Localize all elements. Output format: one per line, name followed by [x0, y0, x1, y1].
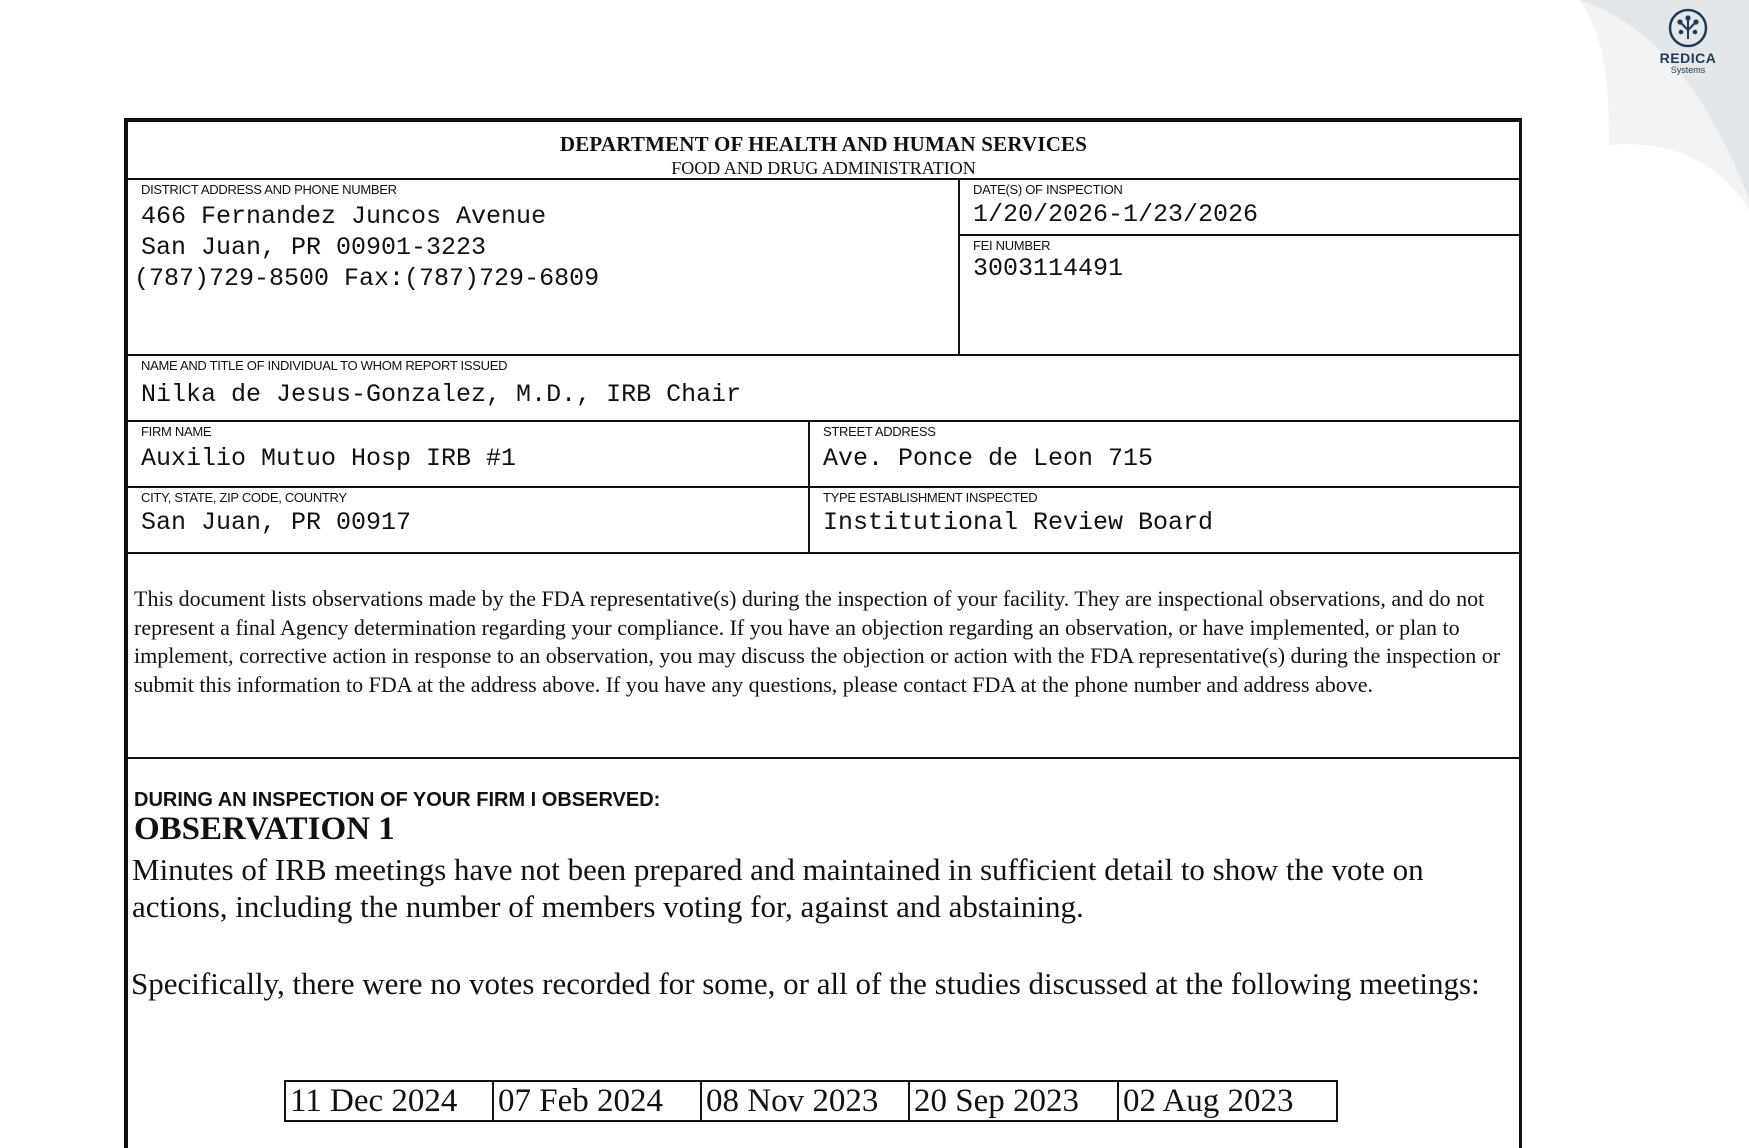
individual-value: Nilka de Jesus-Gonzalez, M.D., IRB Chair — [141, 380, 742, 409]
brand-sub: Systems — [1670, 65, 1706, 75]
observed-heading: DURING AN INSPECTION OF YOUR FIRM I OBSERVED: — [134, 789, 661, 811]
district-line2: San Juan, PR 00901-3223 — [141, 233, 487, 262]
observation-text: Minutes of IRB meetings have not been prepared and maintained in sufficient detail to show the vote on actions, including the number of members voting for, against and abstaining. — [132, 852, 1424, 924]
establishment-label: TYPE ESTABLISHMENT INSPECTED — [823, 490, 1038, 505]
notice-paragraph: This document lists observations made by the FDA representative(s) during the inspection of your facility. They are inspectional observations, and do not represent a final Agency determination regarding your compliance. If you have an objection regarding an observation, or have implemented, or plan to implement, corrective action in response to an observation, you may discuss the objection or action with the FDA representative(s) during the inspection or submit this information to FDA at the address above. If you have any questions, please contact FDA at the phone number and address above. — [134, 586, 1501, 697]
meeting-dates-table — [284, 1080, 1338, 1122]
agency-title: FOOD AND DRUG ADMINISTRATION — [671, 158, 976, 178]
meeting-date-cell: 11 Dec 2024 — [285, 1081, 493, 1121]
city-label: CITY, STATE, ZIP CODE, COUNTRY — [141, 490, 347, 505]
fei-value: 3003114491 — [973, 254, 1124, 283]
brand-name: REDICA — [1659, 50, 1717, 66]
inspection-dates-label: DATE(S) OF INSPECTION — [973, 182, 1123, 197]
observation-title: OBSERVATION 1 — [134, 811, 395, 847]
meeting-date-cell: 08 Nov 2023 — [701, 1081, 909, 1121]
form-body — [124, 0, 1522, 1131]
individual-label: NAME AND TITLE OF INDIVIDUAL TO WHOM REPORT ISSUED — [141, 358, 508, 373]
observation-specifically: Specifically, there were no votes recorded for some, or all of the studies discussed at the following meetings: — [131, 966, 1480, 1001]
meeting-date-cell: 02 Aug 2023 — [1118, 1081, 1337, 1121]
department-title: DEPARTMENT OF HEALTH AND HUMAN SERVICES — [559, 132, 1088, 156]
meeting-date-cell: 07 Feb 2024 — [493, 1081, 701, 1121]
redica-tree-icon — [1668, 8, 1708, 48]
street-value: Ave. Ponce de Leon 715 — [823, 444, 1154, 473]
firm-label: FIRM NAME — [141, 424, 212, 439]
fei-label: FEI NUMBER — [973, 238, 1051, 253]
observations-section — [124, 757, 1522, 1119]
meeting-date-cell: 20 Sep 2023 — [909, 1081, 1118, 1121]
firm-value: Auxilio Mutuo Hosp IRB #1 — [141, 444, 517, 473]
district-line3: (787)729-8500 Fax:(787)729-6809 — [134, 264, 600, 293]
table-row — [285, 1081, 1337, 1121]
redica-logo — [1649, 8, 1727, 75]
inspection-dates-value: 1/20/2026-1/23/2026 — [973, 200, 1259, 229]
city-value: San Juan, PR 00917 — [141, 508, 412, 537]
district-label: DISTRICT ADDRESS AND PHONE NUMBER — [141, 182, 397, 197]
district-line1: 466 Fernandez Juncos Avenue — [141, 202, 547, 231]
establishment-value: Institutional Review Board — [823, 508, 1214, 537]
street-label: STREET ADDRESS — [823, 424, 936, 439]
